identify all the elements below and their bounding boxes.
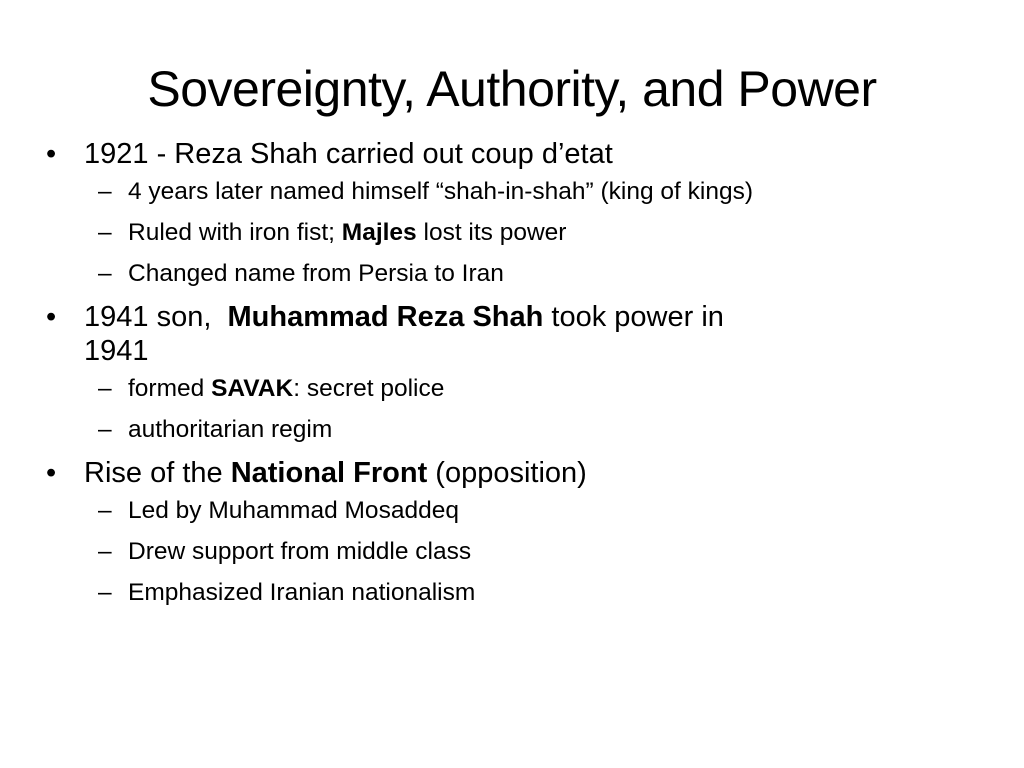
sub-text-part: authoritarian regim: [128, 416, 333, 443]
sub-list: [46, 177, 946, 288]
sub-text-part: formed: [128, 375, 212, 402]
sub-text-part: Emphasized Iranian nationalism: [128, 579, 476, 606]
bullet-text-part: 1921 - Reza Shah carried out coup d’etat: [84, 138, 613, 170]
bullet-item: [46, 456, 946, 490]
sub-marker: –: [98, 538, 112, 565]
sub-marker: –: [98, 219, 112, 246]
bullet-text: [84, 456, 724, 490]
bullet-text: [84, 300, 724, 368]
sub-item: [46, 537, 946, 566]
bullet-text-part: Rise of the: [84, 457, 231, 489]
sub-item: [46, 578, 946, 607]
bullet-text-bold: National Front: [230, 457, 428, 489]
sub-marker: –: [98, 416, 112, 443]
sub-list: [46, 496, 946, 607]
bullet-text-part: (opposition): [427, 457, 587, 489]
sub-text-part: Changed name from Persia to Iran: [128, 260, 504, 287]
bullet-text-part: 1941 son,: [84, 301, 228, 333]
sub-item: [46, 218, 946, 247]
sub-marker: –: [98, 497, 112, 524]
sub-text-part: 4 years later named himself “shah-in-shah” (king of kings): [128, 178, 754, 205]
slide-title: Sovereignty, Authority, and Power: [147, 61, 877, 117]
bullet-marker: •: [46, 457, 57, 489]
bullet-text-bold: Muhammad Reza Shah: [227, 301, 544, 333]
bullet-item: [46, 300, 946, 368]
sub-marker: –: [98, 375, 112, 402]
sub-text-bold: SAVAK: [211, 375, 294, 402]
bullet-list: [46, 137, 946, 619]
sub-item: [46, 496, 946, 525]
sub-item: [46, 259, 946, 288]
sub-marker: –: [98, 178, 112, 205]
sub-item: [46, 415, 946, 444]
sub-list: [46, 374, 946, 444]
bullet-text-part: took power in 1941: [84, 301, 724, 367]
sub-item: [46, 374, 946, 403]
sub-text-part: lost its power: [416, 219, 567, 246]
sub-text-part: Ruled with iron fist;: [128, 219, 342, 246]
sub-marker: –: [98, 579, 112, 606]
sub-text-part: : secret police: [293, 375, 445, 402]
bullet-item: [46, 137, 946, 171]
bullet-text: [84, 137, 724, 171]
bullet-marker: •: [46, 138, 57, 170]
sub-text-bold: Majles: [341, 219, 417, 246]
bullet-marker: •: [46, 301, 57, 333]
sub-text-part: Led by Muhammad Mosaddeq: [128, 497, 459, 524]
sub-marker: –: [98, 260, 112, 287]
sub-text-part: Drew support from middle class: [128, 538, 472, 565]
sub-item: [46, 177, 946, 206]
